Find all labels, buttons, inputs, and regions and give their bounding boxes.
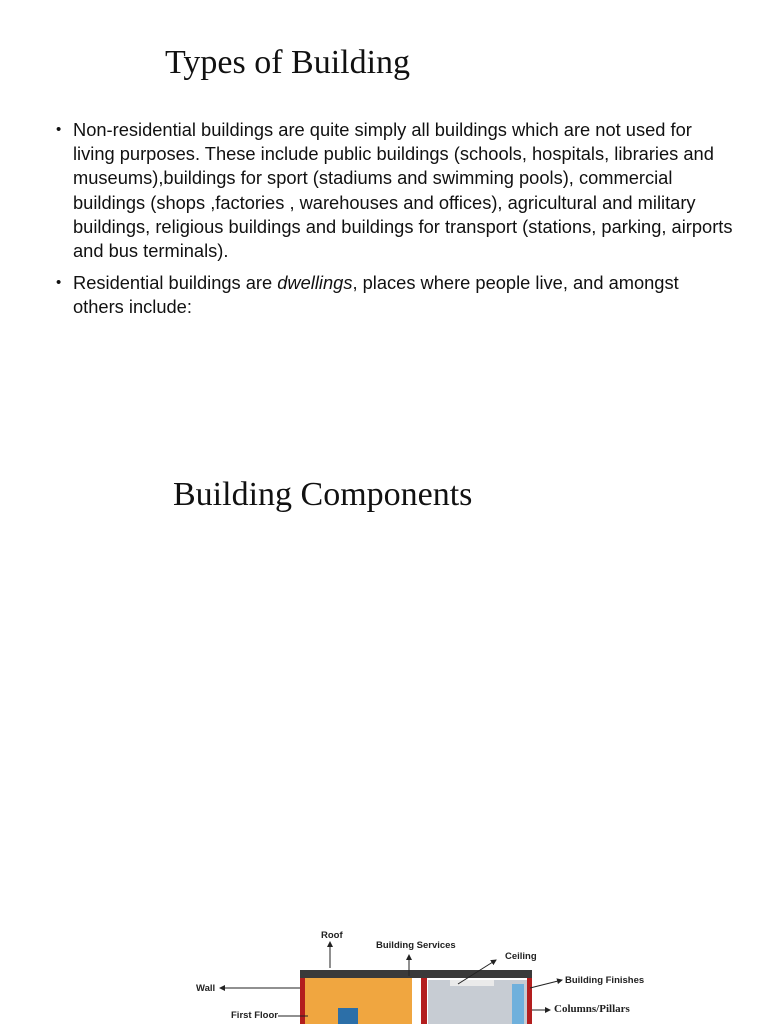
interior-shelf bbox=[338, 1008, 358, 1024]
bullet-dot-icon: • bbox=[56, 121, 62, 138]
label-columns-pillars: Columns/Pillars bbox=[554, 1003, 630, 1015]
label-wall: Wall bbox=[196, 983, 216, 994]
slide-title-types-of-building: Types of Building bbox=[165, 44, 411, 81]
label-ceiling: Ceiling bbox=[505, 951, 537, 962]
middle-column bbox=[421, 978, 427, 1024]
roof-slab bbox=[300, 970, 532, 978]
ceiling-lamp bbox=[450, 980, 494, 986]
label-building-services: Building Services bbox=[376, 940, 456, 951]
bullet-text-italic: dwellings bbox=[277, 272, 353, 294]
glass-panel bbox=[512, 984, 524, 1024]
bullet-dot-icon: • bbox=[56, 274, 62, 292]
bullet-text-after: , places where people live, and amongst others include: bbox=[73, 272, 679, 318]
label-building-finishes: Building Finishes bbox=[565, 975, 645, 986]
right-column bbox=[527, 978, 532, 1024]
bullet-non-residential bbox=[54, 118, 734, 263]
slide-title-building-components: Building Components bbox=[173, 476, 473, 513]
bullet-text: Non-residential buildings are quite simply all buildings which are not used for living purposes. These include public buildings (schools, hospitals, libraries and museums),buildings for sport (stadiums and swimming pools), commercial buildings (shops ,factories , warehouses and offices), agricultural and military buildings, religious buildings and buildings for transport (stations, parking, airports and bus terminals). bbox=[73, 119, 733, 262]
label-first-floor: First Floor bbox=[231, 1010, 278, 1021]
building-components-diagram bbox=[190, 922, 660, 1024]
left-wall bbox=[300, 978, 305, 1024]
bullet-residential bbox=[54, 271, 734, 319]
bullet-list bbox=[54, 118, 734, 328]
label-roof: Roof bbox=[321, 930, 343, 941]
bullet-text-before: Residential buildings are bbox=[73, 272, 278, 294]
